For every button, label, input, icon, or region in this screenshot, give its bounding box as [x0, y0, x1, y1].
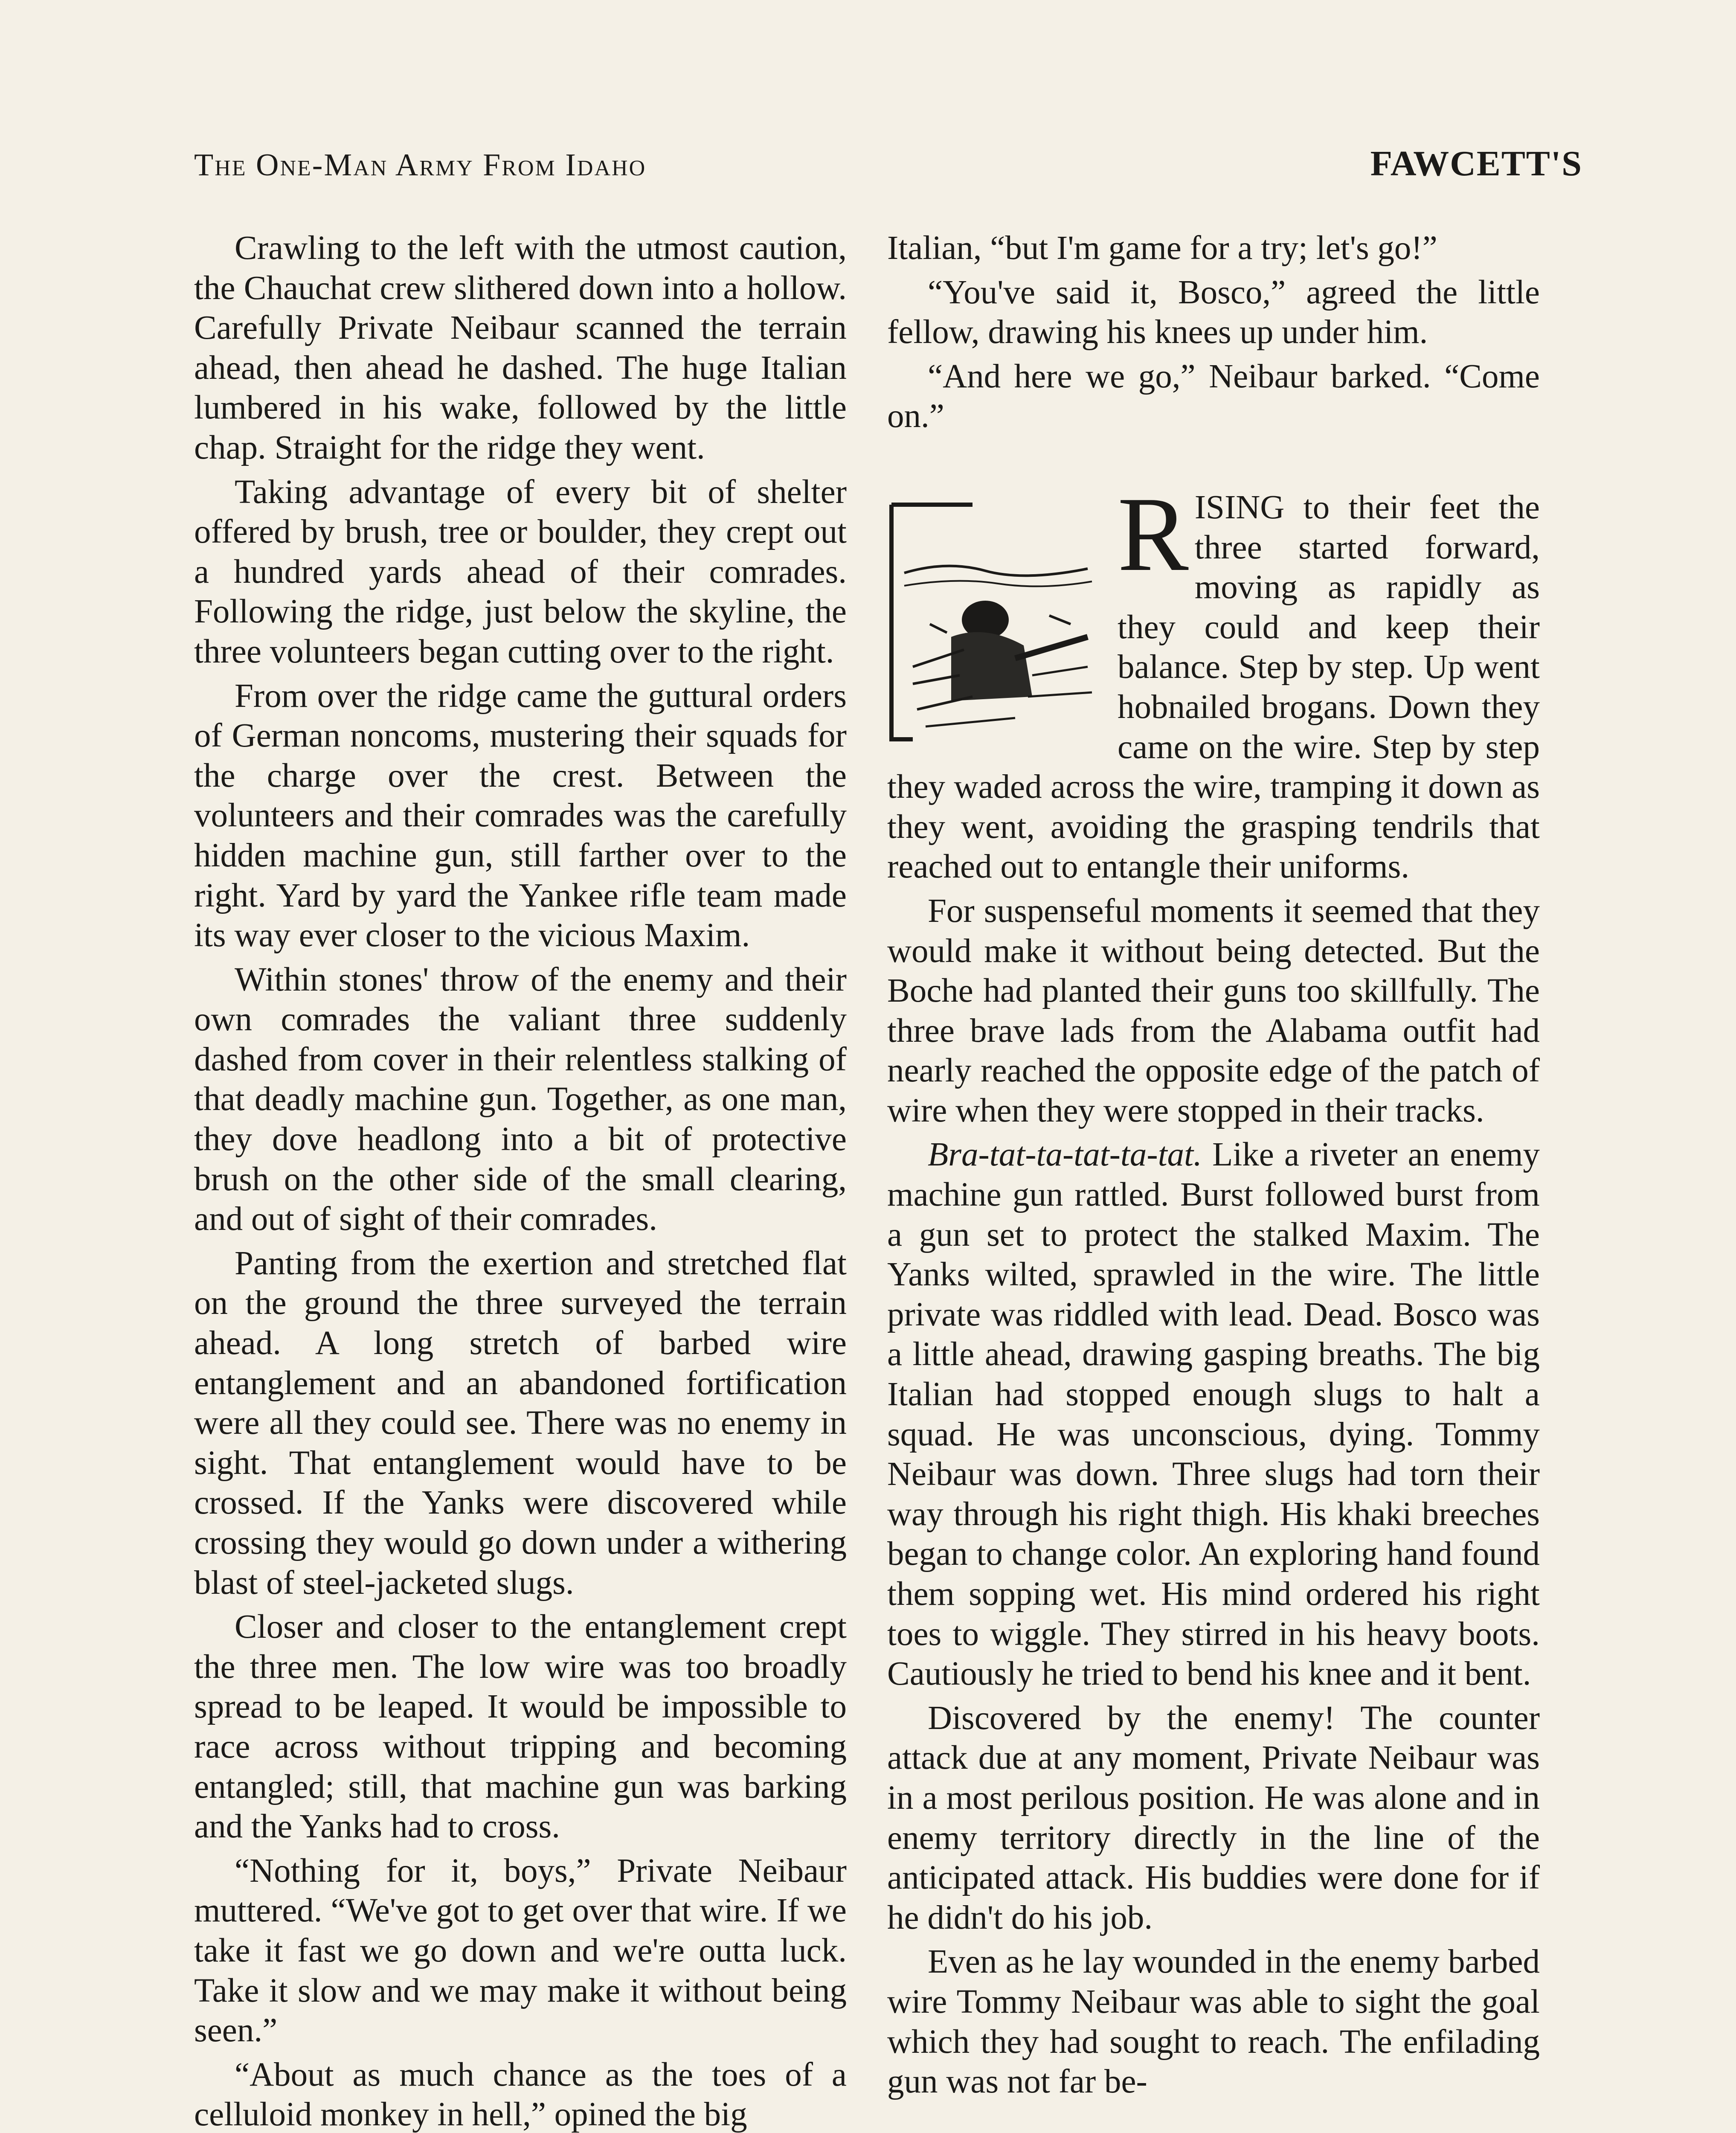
paragraph: “About as much chance as the toes of a celluloid monkey in hell,” opined the big [194, 2056, 847, 2133]
paragraph-continuation: Italian, “but I'm game for a try; let's go!” [887, 230, 1437, 267]
paragraph: Crawling to the left with the utmost caution, the Chauchat crew slithered down into a hollow. Carefully Private Neibaur scanned the terrain ahead, then ahead he dashed. The huge Italian lumbered in his wake, followed by the little chap. Straight for the ridge they went. [194, 230, 847, 466]
paragraph: “You've said it, Bosco,” agreed the little fellow, drawing his knees up under him. [887, 273, 1540, 351]
paragraph: Closer and closer to the entanglement crept the three men. The low wire was too broadly spread to be leaped. It would be impossible to race across without tripping and becoming entangled; still, that machine gun was barking and the Yanks had to cross. [194, 1608, 847, 1845]
drop-cap: R [1118, 475, 1189, 593]
paragraph [887, 1135, 1540, 1694]
paragraph: Discovered by the enemy! The counter attack due at any moment, Private Neibaur was in a most perilous position. He was alone and in enemy territory directly in the line of the anticipated attack. His buddies were done for if he didn't do his job. [887, 1699, 1540, 1936]
paragraph: “And here we go,” Neibaur barked. “Come on.” [887, 357, 1540, 435]
paragraph: For suspenseful moments it seemed that they would make it without being detected. But the Boche had planted their guns too skillfully. The three brave lads from the Alabama outfit had nearly reached the opposite edge of the patch of wire when they were stopped in their tracks. [887, 892, 1540, 1129]
paragraph: From over the ridge came the guttural orders of German noncoms, mustering their squads for the charge over the crest. Between the volunteers and their comrades was the carefully hidden machine gun, still farther over to the right. Yard by yard the Yankee rifle team made its way ever closer to the vicious Maxim. [194, 677, 847, 954]
publication-name: FAWCETT'S [1370, 144, 1582, 183]
paragraph: ISING to their feet the three started forward, moving as rapidly as they could and keep their balance. Step by step. Up went hobnailed brogans. Down they came on the wire. Step by step they waded across the wire, tramping it down as they went, avoiding the grasping tendrils that reached out to entangle their uniforms. [887, 488, 1540, 886]
running-title: The One-Man Army From Idaho [194, 148, 647, 183]
section-with-illustration [887, 475, 1540, 887]
right-column [887, 228, 1540, 2106]
paragraph: Panting from the exertion and stretched flat on the ground the three surveyed the terrain ahead. A long stretch of barbed wire entanglement and an abandoned fortification were all they could see. There was no enemy in sight. That entanglement would have to be crossed. If the Yanks were discovered while crossing they would go down under a withering blast of steel-jacketed slugs. [194, 1244, 847, 1601]
left-column [194, 228, 847, 2133]
paragraph: Taking advantage of every bit of shelter offered by brush, tree or boulder, they crept out a hundred yards ahead of their comrades. Following the ridge, just below the skyline, the three volunteers began cutting over to the right. [194, 473, 847, 670]
paragraph: Within stones' throw of the enemy and their own comrades the valiant three suddenly dashed from cover in their relentless stalking of that deadly machine gun. Together, as one man, they dove headlong into a bit of protective brush on the other side of the small clearing, and out of sight of their comrades. [194, 961, 847, 1238]
paragraph: “Nothing for it, boys,” Private Neibaur muttered. “We've got to get over that wire. If we take it fast we go down and we're outta luck. Take it slow and we may make it without being seen.” [194, 1852, 847, 2049]
soldier-illustration-icon [887, 496, 1100, 744]
onomatopoeia-italic: Bra-tat-ta-tat-ta-tat. [928, 1136, 1202, 1174]
paragraph: Even as he lay wounded in the enemy barbed wire Tommy Neibaur was able to sight the goal which they had sought to reach. The enfilading gun was not far be- [887, 1943, 1540, 2101]
paragraph-text: Like a riveter an enemy machine gun rattled. Burst followed burst from a gun set to protect the stalked Maxim. The Yanks wilted, sprawled in the wire. The little private was riddled with lead. Dead. Bosco was a little ahead, drawing gasping breaths. The big Italian had stopped enough slugs to halt a squad. He was unconscious, dying. Tommy Neibaur was down. Three slugs had torn their way through his right thigh. His khaki breeches began to change color. An exploring hand found them sopping wet. His mind ordered his right toes to wiggle. They stirred in his heavy boots. Cautiously he tried to bend his knee and it bent. [887, 1136, 1540, 1693]
